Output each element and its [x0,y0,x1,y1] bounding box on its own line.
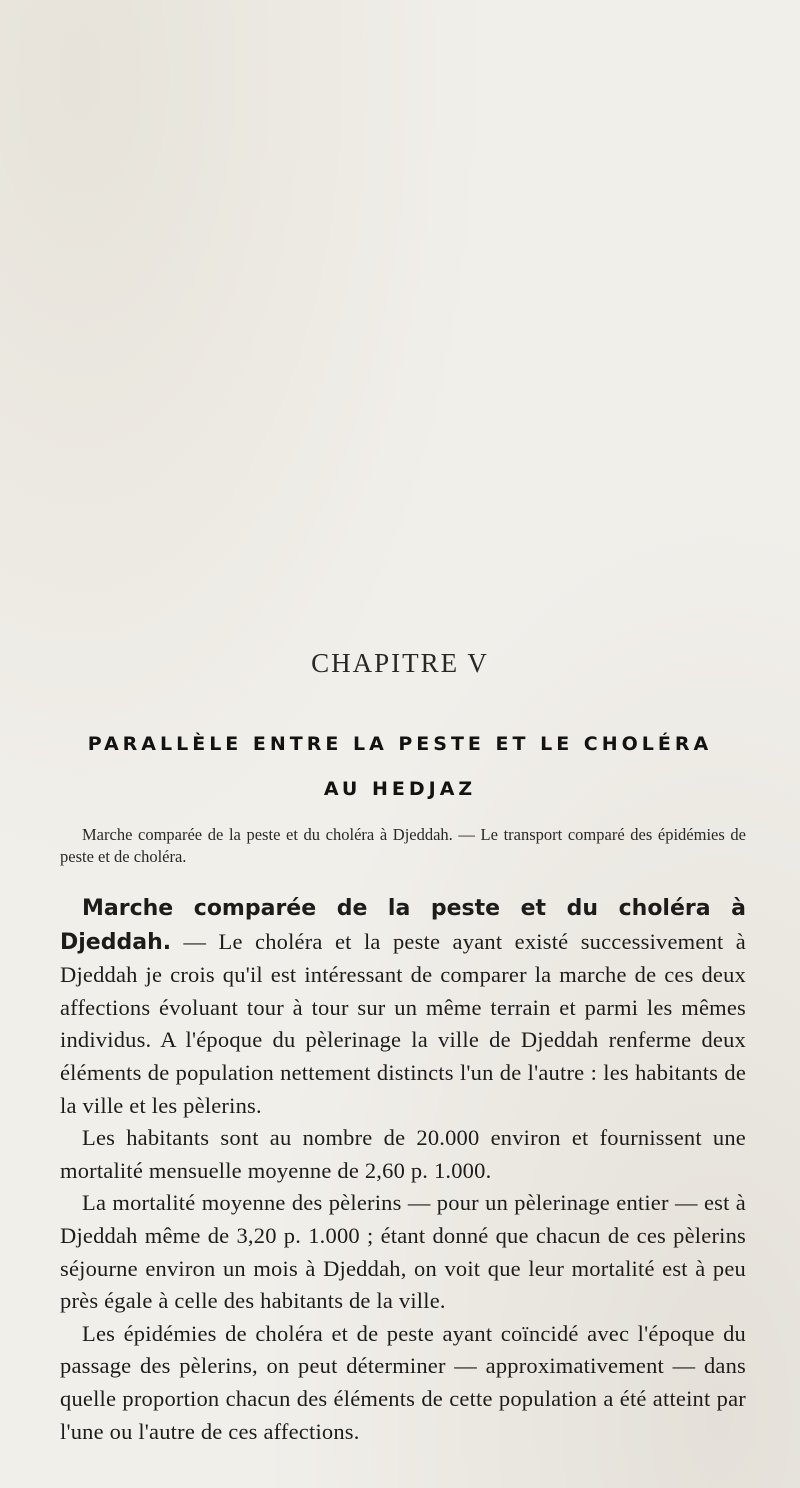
paragraph-1-text: — Le choléra et la peste ayant existé successivement à Djeddah je crois qu'il est intéressant de comparer la marche de ces deux affections évoluant tour à tour sur un même terrain et parmi les mêmes individus. A l'époque du pèlerinage la ville de Djeddah renferme deux éléments de population nettement distincts l'un de l'autre : les habitants de la ville et les pèlerins. [60,928,746,1118]
chapter-heading: CHAPITRE V [311,648,489,678]
chapter-summary: Marche comparée de la peste et du choléra à Djeddah. — Le transport comparé des épidémies de peste et de choléra. [60,825,746,866]
chapter-title-line-1: PARALLÈLE ENTRE LA PESTE ET LE CHOLÉRA [87,733,713,755]
paragraph-3: La mortalité moyenne des pèlerins — pour un pèlerinage entier — est à Djeddah même de 3,20 p. 1.000 ; étant donné que chacun de ces pèlerins séjourne environ un mois à Djeddah, on voit que leur mortalité est à peu près égale à celle des habitants de la ville. [60,1190,746,1314]
body-text [60,892,746,1448]
section-heading: Marche comparée de la peste et du choléra à Djeddah. [60,896,746,955]
paragraph-1 [60,892,746,1122]
chapter-title-line-2: AU HEDJAZ [323,778,477,800]
paragraph-4: Les épidémies de choléra et de peste ayant coïncidé avec l'époque du passage des pèlerins, on peut déterminer — approximativement — dans quelle proportion chacun des éléments de cette population a été atteint par l'une ou l'autre de ces affections. [60,1320,746,1444]
paragraph-2: Les habitants sont au nombre de 20.000 environ et fournissent une mortalité mensuelle moyenne de 2,60 p. 1.000. [60,1125,746,1183]
